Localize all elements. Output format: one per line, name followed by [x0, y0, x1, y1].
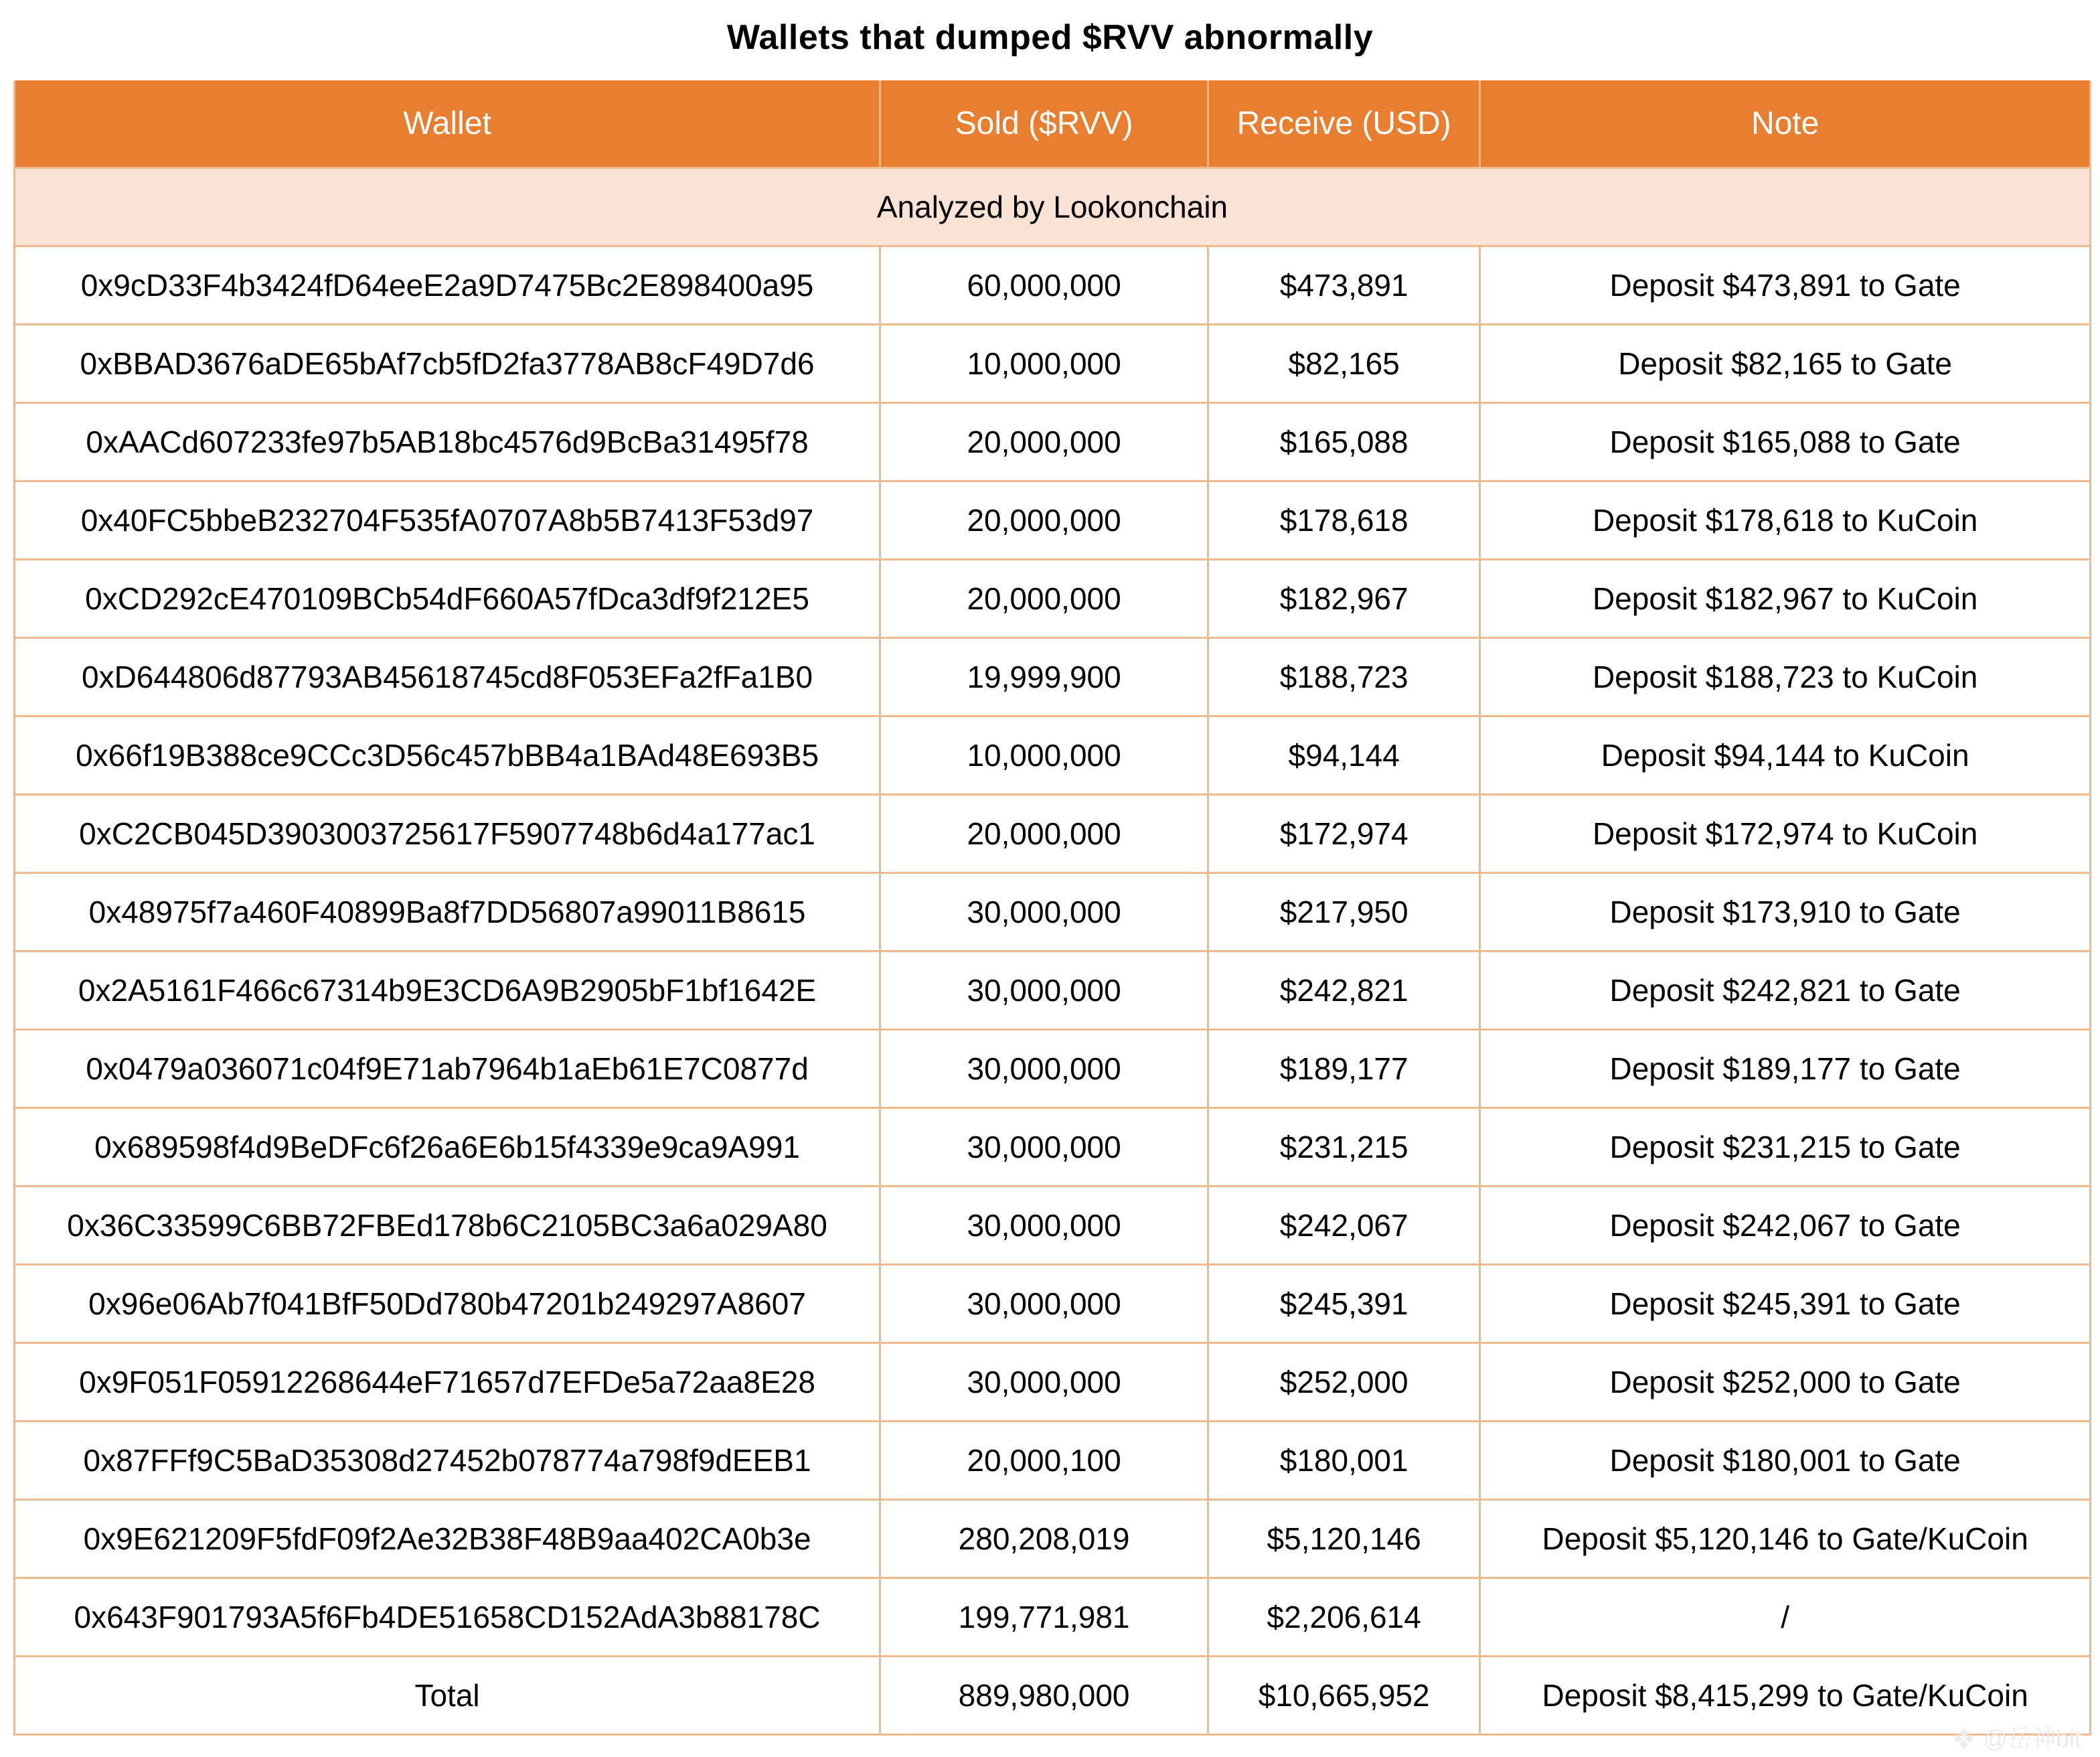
- sold-amount-cell: 30,000,000: [880, 1343, 1208, 1421]
- table-row: [15, 1107, 2091, 1186]
- table-row: [15, 1578, 2091, 1656]
- note-cell: Deposit $172,974 to KuCoin: [1480, 794, 2091, 872]
- note-cell: Deposit $165,088 to Gate: [1480, 402, 2091, 481]
- sold-amount-cell: 10,000,000: [880, 716, 1208, 794]
- table-row: [15, 716, 2091, 794]
- receive-amount-cell: $172,974: [1208, 794, 1480, 872]
- wallet-address-cell: 0x689598f4d9BeDFc6f26a6E6b15f4339e9ca9A991: [15, 1107, 880, 1186]
- wallet-address-cell: 0x9E621209F5fdF09f2Ae32B38F48B9aa402CA0b3e: [15, 1499, 880, 1578]
- sold-amount-cell: 20,000,100: [880, 1421, 1208, 1499]
- column-header-sold: Sold ($RVV): [880, 80, 1208, 167]
- analyzed-by-label: Analyzed by Lookonchain: [15, 167, 2091, 246]
- table-row: [15, 324, 2091, 402]
- sold-amount-cell: 20,000,000: [880, 794, 1208, 872]
- sold-amount-cell: 60,000,000: [880, 246, 1208, 324]
- note-cell: Deposit $231,215 to Gate: [1480, 1107, 2091, 1186]
- column-header-receive: Receive (USD): [1208, 80, 1480, 167]
- table-row: [15, 872, 2091, 951]
- note-cell: Deposit $82,165 to Gate: [1480, 324, 2091, 402]
- note-cell: Deposit $189,177 to Gate: [1480, 1029, 2091, 1107]
- receive-amount-cell: $217,950: [1208, 872, 1480, 951]
- note-cell: Deposit $473,891 to Gate: [1480, 246, 2091, 324]
- note-cell: Deposit $173,910 to Gate: [1480, 872, 2091, 951]
- total-row: [15, 1656, 2091, 1734]
- wallets-table: [13, 80, 2091, 1736]
- note-cell: Deposit $188,723 to KuCoin: [1480, 637, 2091, 716]
- note-cell: Deposit $182,967 to KuCoin: [1480, 559, 2091, 637]
- wallet-address-cell: 0xCD292cE470109BCb54dF660A57fDca3df9f212E5: [15, 559, 880, 637]
- wallet-address-cell: 0x96e06Ab7f041BfF50Dd780b47201b249297A8607: [15, 1264, 880, 1343]
- wallet-address-cell: 0x36C33599C6BB72FBEd178b6C2105BC3a6a029A80: [15, 1186, 880, 1264]
- sold-amount-cell: 199,771,981: [880, 1578, 1208, 1656]
- table-row: [15, 481, 2091, 559]
- total-label-cell: Total: [15, 1656, 880, 1734]
- analyzed-by-row: [15, 167, 2091, 246]
- header-row: [15, 80, 2091, 167]
- receive-amount-cell: $252,000: [1208, 1343, 1480, 1421]
- diamond-logo-icon: ❖: [1951, 1724, 1977, 1755]
- wallet-address-cell: 0x9F051F05912268644eF71657d7EFDe5a72aa8E28: [15, 1343, 880, 1421]
- sold-amount-cell: 20,000,000: [880, 559, 1208, 637]
- receive-amount-cell: $242,067: [1208, 1186, 1480, 1264]
- wallet-address-cell: 0x643F901793A5f6Fb4DE51658CD152AdA3b88178C: [15, 1578, 880, 1656]
- wallet-address-cell: 0xBBAD3676aDE65bAf7cb5fD2fa3778AB8cF49D7d6: [15, 324, 880, 402]
- receive-amount-cell: $178,618: [1208, 481, 1480, 559]
- receive-amount-cell: $242,821: [1208, 951, 1480, 1029]
- wallet-address-cell: 0x9cD33F4b3424fD64eeE2a9D7475Bc2E898400a95: [15, 246, 880, 324]
- wallet-address-cell: 0x40FC5bbeB232704F535fA0707A8b5B7413F53d97: [15, 481, 880, 559]
- column-header-wallet: Wallet: [15, 80, 880, 167]
- wallet-address-cell: 0x87FFf9C5BaD35308d27452b078774a798f9dEEB1: [15, 1421, 880, 1499]
- receive-amount-cell: $180,001: [1208, 1421, 1480, 1499]
- receive-amount-cell: $188,723: [1208, 637, 1480, 716]
- receive-amount-cell: $82,165: [1208, 324, 1480, 402]
- table-row: [15, 637, 2091, 716]
- table-row: [15, 559, 2091, 637]
- note-cell: Deposit $245,391 to Gate: [1480, 1264, 2091, 1343]
- sold-amount-cell: 20,000,000: [880, 481, 1208, 559]
- table-row: [15, 951, 2091, 1029]
- receive-amount-cell: $5,120,146: [1208, 1499, 1480, 1578]
- table-row: [15, 1421, 2091, 1499]
- receive-amount-cell: $165,088: [1208, 402, 1480, 481]
- receive-amount-cell: $94,144: [1208, 716, 1480, 794]
- note-cell: /: [1480, 1578, 2091, 1656]
- table-row: [15, 1029, 2091, 1107]
- table-row: [15, 1186, 2091, 1264]
- wallet-address-cell: 0xD644806d87793AB45618745cd8F053EFa2fFa1B0: [15, 637, 880, 716]
- receive-amount-cell: $189,177: [1208, 1029, 1480, 1107]
- sold-amount-cell: 30,000,000: [880, 951, 1208, 1029]
- note-cell: Deposit $242,821 to Gate: [1480, 951, 2091, 1029]
- total-sold-cell: 889,980,000: [880, 1656, 1208, 1734]
- total-receive-cell: $10,665,952: [1208, 1656, 1480, 1734]
- wallet-address-cell: 0x66f19B388ce9CCc3D56c457bBB4a1BAd48E693B5: [15, 716, 880, 794]
- table-row: [15, 794, 2091, 872]
- note-cell: Deposit $252,000 to Gate: [1480, 1343, 2091, 1421]
- note-cell: Deposit $5,120,146 to Gate/KuCoin: [1480, 1499, 2091, 1578]
- table-row: [15, 1264, 2091, 1343]
- page-title: Wallets that dumped $RVV abnormally: [726, 18, 1374, 57]
- sold-amount-cell: 30,000,000: [880, 1186, 1208, 1264]
- wallet-address-cell: 0xAACd607233fe97b5AB18bc4576d9BcBa31495f78: [15, 402, 880, 481]
- sold-amount-cell: 19,999,900: [880, 637, 1208, 716]
- receive-amount-cell: $2,206,614: [1208, 1578, 1480, 1656]
- table-header: [15, 80, 2091, 167]
- note-cell: Deposit $180,001 to Gate: [1480, 1421, 2091, 1499]
- watermark: [1951, 1720, 2081, 1756]
- sold-amount-cell: 20,000,000: [880, 402, 1208, 481]
- sold-amount-cell: 10,000,000: [880, 324, 1208, 402]
- receive-amount-cell: $245,391: [1208, 1264, 1480, 1343]
- note-cell: Deposit $242,067 to Gate: [1480, 1186, 2091, 1264]
- table-row: [15, 402, 2091, 481]
- column-header-note: Note: [1480, 80, 2091, 167]
- table-row: [15, 1499, 2091, 1578]
- table-body: [15, 167, 2091, 1734]
- sold-amount-cell: 30,000,000: [880, 1264, 1208, 1343]
- table-row: [15, 246, 2091, 324]
- wallet-address-cell: 0xC2CB045D3903003725617F5907748b6d4a177ac1: [15, 794, 880, 872]
- table-row: [15, 1343, 2091, 1421]
- watermark-text: @岳神bit: [1983, 1725, 2081, 1752]
- sold-amount-cell: 30,000,000: [880, 872, 1208, 951]
- note-cell: Deposit $178,618 to KuCoin: [1480, 481, 2091, 559]
- wallet-address-cell: 0x2A5161F466c67314b9E3CD6A9B2905bF1bf1642E: [15, 951, 880, 1029]
- wallet-address-cell: 0x48975f7a460F40899Ba8f7DD56807a99011B8615: [15, 872, 880, 951]
- sold-amount-cell: 30,000,000: [880, 1107, 1208, 1186]
- wallet-address-cell: 0x0479a036071c04f9E71ab7964b1aEb61E7C0877d: [15, 1029, 880, 1107]
- note-cell: Deposit $94,144 to KuCoin: [1480, 716, 2091, 794]
- sold-amount-cell: 280,208,019: [880, 1499, 1208, 1578]
- sold-amount-cell: 30,000,000: [880, 1029, 1208, 1107]
- receive-amount-cell: $473,891: [1208, 246, 1480, 324]
- total-note-cell: Deposit $8,415,299 to Gate/KuCoin: [1480, 1656, 2091, 1734]
- receive-amount-cell: $231,215: [1208, 1107, 1480, 1186]
- receive-amount-cell: $182,967: [1208, 559, 1480, 637]
